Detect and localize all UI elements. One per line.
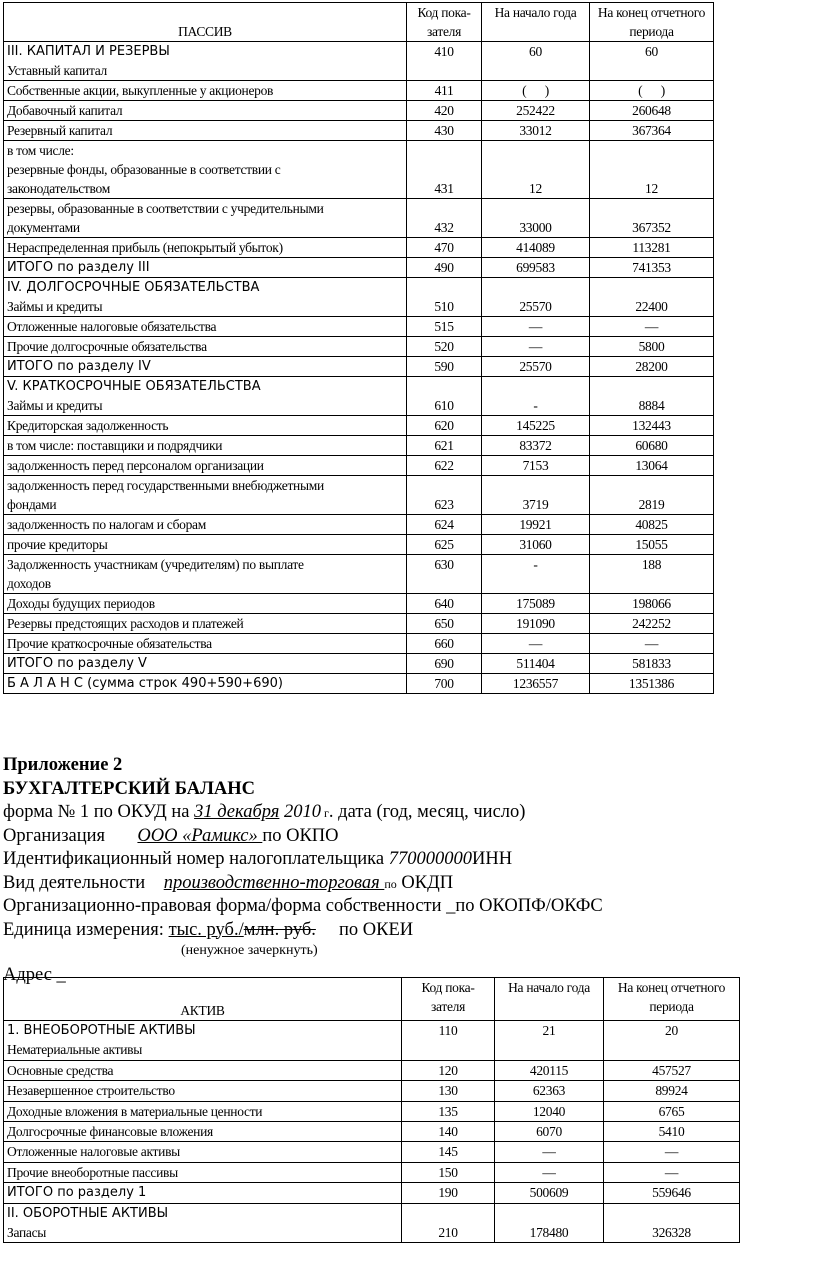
row-end-value: 113281 (590, 238, 714, 258)
row-end-value: 559646 (604, 1183, 740, 1203)
balance-sheet-title: БУХГАЛТЕРСКИЙ БАЛАНС (3, 778, 256, 799)
table-row (4, 317, 714, 337)
row-end-value: 8884 (590, 377, 714, 416)
liabilities-header-code: Код пока-зателя (407, 3, 482, 42)
row-start-value: 145225 (482, 416, 590, 436)
row-end-value: — (604, 1162, 740, 1182)
row-end-value: 132443 (590, 416, 714, 436)
form-prefix: форма № 1 по ОКУД на (3, 802, 195, 822)
row-label (4, 278, 407, 317)
row-label-line: Кредиторская задолженность (7, 418, 169, 433)
row-code: 490 (407, 258, 482, 278)
row-code: 620 (407, 416, 482, 436)
row-end-value: 367352 (590, 199, 714, 238)
row-label-line: задолженность перед государственными внебюджетными (7, 478, 324, 493)
row-start-value: 3719 (482, 476, 590, 515)
row-label (4, 141, 407, 199)
row-label-line: Резервы предстоящих расходов и платежей (7, 616, 244, 631)
row-label-line: Резервный капитал (7, 123, 113, 138)
row-label-line: ИТОГО по разделу V (7, 656, 147, 671)
row-label-line: Б А Л А Н С (сумма строк 490+590+690) (7, 676, 283, 691)
row-end-value: 60 (590, 42, 714, 81)
row-start-value: 25570 (482, 357, 590, 377)
row-end-value: 198066 (590, 594, 714, 614)
table-row (4, 515, 714, 535)
table-row (4, 1101, 740, 1121)
form-line (3, 802, 808, 826)
row-start-value: 62363 (495, 1081, 604, 1101)
table-row (4, 141, 714, 199)
row-label (4, 199, 407, 238)
row-start-value: 21 (495, 1021, 604, 1061)
row-code: 145 (402, 1142, 495, 1162)
row-start-value: 699583 (482, 258, 590, 278)
table-row (4, 634, 714, 654)
activity-small: по (384, 876, 397, 891)
row-start-value: 33012 (482, 121, 590, 141)
table-row (4, 1021, 740, 1061)
row-start-value: — (482, 337, 590, 357)
row-label (4, 614, 407, 634)
row-start-value: 414089 (482, 238, 590, 258)
row-end-value: 13064 (590, 456, 714, 476)
form-date: 31 декабря (194, 802, 280, 822)
table-row (4, 258, 714, 278)
assets-header-row (4, 978, 740, 1021)
row-label (4, 101, 407, 121)
activity-value: производственно-торговая (163, 872, 385, 893)
activity-suffix: ОКДП (396, 872, 454, 893)
table-row (4, 1122, 740, 1142)
row-end-value: 40825 (590, 515, 714, 535)
activity-line (3, 873, 808, 897)
row-code: 520 (407, 337, 482, 357)
inn-prefix: Идентификационный номер налогоплательщика (3, 849, 389, 869)
unit-suffix: по ОКЕИ (315, 919, 414, 940)
row-start-value: ( ) (482, 81, 590, 101)
row-start-value: - (482, 377, 590, 416)
row-end-value: 15055 (590, 535, 714, 555)
row-code: 621 (407, 436, 482, 456)
row-label-line: Незавершенное строительство (7, 1083, 175, 1099)
row-label (4, 337, 407, 357)
row-label-line: Собственные акции, выкупленные у акционеров (7, 83, 274, 98)
row-label-line: IV. ДОЛГОСРОЧНЫЕ ОБЯЗАТЕЛЬСТВА (7, 280, 260, 295)
table-row (4, 81, 714, 101)
row-label-line: V. КРАТКОСРОЧНЫЕ ОБЯЗАТЕЛЬСТВА (7, 379, 261, 394)
inn-value: 770000000 (388, 849, 472, 869)
table-row (4, 674, 714, 694)
row-code: 515 (407, 317, 482, 337)
address-line: Адрес _ (3, 965, 66, 985)
row-label-line: законодательством (7, 181, 110, 196)
row-code: 430 (407, 121, 482, 141)
row-code: 110 (402, 1021, 495, 1061)
row-start-value: 7153 (482, 456, 590, 476)
row-label (4, 476, 407, 515)
liabilities-table (3, 2, 714, 694)
row-label (4, 317, 407, 337)
row-code: 510 (407, 278, 482, 317)
row-start-value: 25570 (482, 278, 590, 317)
table-row (4, 42, 714, 81)
row-code: 630 (407, 555, 482, 594)
row-label-line: Уставный капитал (7, 63, 107, 78)
row-label (4, 456, 407, 476)
liabilities-header-row (4, 3, 714, 42)
row-label (4, 594, 407, 614)
row-label-line: Нематериальные активы (7, 1042, 143, 1058)
row-label (4, 1142, 402, 1162)
row-label-line: Основные средства (7, 1062, 114, 1078)
row-label-line: Добавочный капитал (7, 103, 123, 118)
table-row (4, 121, 714, 141)
row-code: 625 (407, 535, 482, 555)
liabilities-header-name: ПАССИВ (4, 3, 407, 42)
row-end-value: 2819 (590, 476, 714, 515)
form-year: 2010 (279, 802, 321, 822)
unit-sep: / (238, 919, 244, 940)
table-row (4, 476, 714, 515)
row-start-value: - (482, 555, 590, 594)
form-suffix: . дата (год, месяц, число) (328, 802, 526, 822)
row-end-value: — (604, 1142, 740, 1162)
row-label-line: Займы и кредиты (7, 398, 103, 413)
row-code: 622 (407, 456, 482, 476)
row-end-value: 28200 (590, 357, 714, 377)
row-end-value: — (590, 634, 714, 654)
row-label (4, 1183, 402, 1203)
row-label (4, 436, 407, 456)
row-start-value: 191090 (482, 614, 590, 634)
row-code: 410 (407, 42, 482, 81)
row-code: 120 (402, 1060, 495, 1080)
form-year-suffix: г (321, 806, 329, 820)
table-row (4, 1142, 740, 1162)
org-label: Организация (3, 825, 138, 846)
row-label-line: задолженность перед персоналом организации (7, 458, 264, 473)
row-start-value: 33000 (482, 199, 590, 238)
row-code: 660 (407, 634, 482, 654)
row-code: 623 (407, 476, 482, 515)
assets-header-code: Код пока-зателя (402, 978, 495, 1021)
unit-line (3, 920, 808, 944)
assets-body (4, 1021, 740, 1243)
assets-table (3, 977, 740, 1243)
row-label (4, 1101, 402, 1121)
row-label-line: прочие кредиторы (7, 537, 108, 552)
row-label (4, 238, 407, 258)
assets-header-end: На конец отчетного периода (604, 978, 740, 1021)
table-row (4, 614, 714, 634)
liabilities-body (4, 42, 714, 694)
row-label-line: ИТОГО по разделу IV (7, 359, 151, 374)
row-code: 610 (407, 377, 482, 416)
unit-value: тыс. руб. (168, 919, 239, 940)
row-start-value: — (495, 1162, 604, 1182)
row-label (4, 121, 407, 141)
row-code: 150 (402, 1162, 495, 1182)
ownership-line: Организационно-правовая форма/форма собственности _по ОКОПФ/ОКФС (3, 896, 603, 916)
row-label-line: Нераспределенная прибыль (непокрытый убыток) (7, 240, 283, 255)
row-code: 700 (407, 674, 482, 694)
appendix-label: Приложение 2 (3, 755, 123, 775)
row-label-line: Доходы будущих периодов (7, 596, 155, 611)
row-end-value: 242252 (590, 614, 714, 634)
row-end-value: 1351386 (590, 674, 714, 694)
org-name: ООО «Рамикс» (137, 825, 263, 846)
table-row (4, 1081, 740, 1101)
row-label-line: Запасы (7, 1225, 47, 1241)
organization-line (3, 826, 808, 850)
row-label (4, 258, 407, 278)
row-start-value: 6070 (495, 1122, 604, 1142)
row-start-value: — (495, 1142, 604, 1162)
row-start-value: — (482, 317, 590, 337)
org-suffix: по ОКПО (262, 825, 339, 846)
row-label-line: ИТОГО по разделу 1 (7, 1185, 147, 1201)
row-label-line: фондами (7, 497, 57, 512)
row-label-line: II. ОБОРОТНЫЕ АКТИВЫ (7, 1205, 169, 1221)
row-start-value: 178480 (495, 1203, 604, 1243)
table-row (4, 416, 714, 436)
row-label-line: Займы и кредиты (7, 299, 103, 314)
row-code: 210 (402, 1203, 495, 1243)
row-end-value: 457527 (604, 1060, 740, 1080)
row-start-value: 420115 (495, 1060, 604, 1080)
row-start-value: 511404 (482, 654, 590, 674)
table-row (4, 594, 714, 614)
row-label-line: Доходные вложения в материальные ценности (7, 1103, 263, 1119)
unit-note: (ненужное зачеркнуть) (181, 943, 318, 958)
row-label-line: доходов (7, 576, 51, 591)
row-code: 624 (407, 515, 482, 535)
row-end-value: 581833 (590, 654, 714, 674)
row-label-line: Отложенные налоговые активы (7, 1144, 180, 1160)
row-code: 411 (407, 81, 482, 101)
row-code: 650 (407, 614, 482, 634)
row-code: 140 (402, 1122, 495, 1142)
inn-line (3, 849, 808, 873)
row-label-line: в том числе: (7, 143, 74, 158)
row-label-line: III. КАПИТАЛ И РЕЗЕРВЫ (7, 44, 170, 59)
row-label-line: Задолженность участникам (учредителям) по выплате (7, 557, 304, 572)
row-label-line: Прочие внеоборотные пассивы (7, 1164, 178, 1180)
row-code: 432 (407, 199, 482, 238)
row-label-line: Прочие краткосрочные обязательства (7, 636, 212, 651)
appendix-block (3, 755, 808, 989)
row-label-line: резервы, образованные в соответствии с учредительными (7, 201, 324, 216)
row-code: 690 (407, 654, 482, 674)
table-row (4, 654, 714, 674)
assets-header-name: АКТИВ (4, 978, 402, 1021)
row-label (4, 357, 407, 377)
row-label-line: ИТОГО по разделу III (7, 260, 150, 275)
table-row (4, 1183, 740, 1203)
row-label (4, 377, 407, 416)
row-start-value: 19921 (482, 515, 590, 535)
row-start-value: 83372 (482, 436, 590, 456)
row-label (4, 1122, 402, 1142)
table-row (4, 535, 714, 555)
row-end-value: 367364 (590, 121, 714, 141)
row-label (4, 1081, 402, 1101)
row-start-value: 12 (482, 141, 590, 199)
unit-struck: млн. руб. (243, 919, 316, 940)
row-end-value: 6765 (604, 1101, 740, 1121)
row-start-value: 60 (482, 42, 590, 81)
row-label-line: 1. ВНЕОБОРОТНЫЕ АКТИВЫ (7, 1023, 196, 1038)
table-row (4, 1060, 740, 1080)
row-label (4, 81, 407, 101)
row-end-value: 20 (604, 1021, 740, 1061)
row-end-value: ( ) (590, 81, 714, 101)
row-code: 130 (402, 1081, 495, 1101)
row-end-value: 5410 (604, 1122, 740, 1142)
row-label-line: Долгосрочные финансовые вложения (7, 1124, 213, 1140)
row-end-value: 22400 (590, 278, 714, 317)
row-start-value: — (482, 634, 590, 654)
table-row (4, 1203, 740, 1243)
row-label (4, 674, 407, 694)
row-start-value: 175089 (482, 594, 590, 614)
row-label-line: резервные фонды, образованные в соответствии с (7, 162, 281, 177)
row-code: 431 (407, 141, 482, 199)
row-code: 590 (407, 357, 482, 377)
row-label-line: документами (7, 220, 80, 235)
inn-suffix: ИНН (471, 849, 513, 869)
row-label (4, 1203, 402, 1243)
row-end-value: 5800 (590, 337, 714, 357)
row-start-value: 12040 (495, 1101, 604, 1121)
row-end-value: — (590, 317, 714, 337)
row-label (4, 1162, 402, 1182)
row-label (4, 654, 407, 674)
row-end-value: 260648 (590, 101, 714, 121)
liabilities-header-end: На конец отчетного периода (590, 3, 714, 42)
row-code: 135 (402, 1101, 495, 1121)
row-label (4, 515, 407, 535)
row-code: 190 (402, 1183, 495, 1203)
activity-label: Вид деятельности (3, 872, 164, 893)
row-start-value: 500609 (495, 1183, 604, 1203)
row-label (4, 1060, 402, 1080)
row-label (4, 555, 407, 594)
row-code: 420 (407, 101, 482, 121)
row-end-value: 12 (590, 141, 714, 199)
row-end-value: 89924 (604, 1081, 740, 1101)
row-end-value: 326328 (604, 1203, 740, 1243)
liabilities-header-start: На начало года (482, 3, 590, 42)
row-label (4, 1021, 402, 1061)
table-row (4, 377, 714, 416)
row-label-line: Прочие долгосрочные обязательства (7, 339, 207, 354)
row-start-value: 1236557 (482, 674, 590, 694)
row-label-line: Отложенные налоговые обязательства (7, 319, 217, 334)
table-row (4, 456, 714, 476)
row-code: 470 (407, 238, 482, 258)
table-row (4, 101, 714, 121)
row-label (4, 42, 407, 81)
row-start-value: 252422 (482, 101, 590, 121)
table-row (4, 1162, 740, 1182)
row-end-value: 60680 (590, 436, 714, 456)
row-end-value: 741353 (590, 258, 714, 278)
table-row (4, 199, 714, 238)
unit-label: Единица измерения: (3, 919, 169, 940)
row-code: 640 (407, 594, 482, 614)
table-row (4, 357, 714, 377)
table-row (4, 436, 714, 456)
assets-header-start: На начало года (495, 978, 604, 1021)
row-label-line: задолженность по налогам и сборам (7, 517, 206, 532)
row-label (4, 535, 407, 555)
table-row (4, 555, 714, 594)
table-row (4, 337, 714, 357)
table-row (4, 278, 714, 317)
row-start-value: 31060 (482, 535, 590, 555)
row-label (4, 634, 407, 654)
table-row (4, 238, 714, 258)
row-label (4, 416, 407, 436)
row-end-value: 188 (590, 555, 714, 594)
row-label-line: в том числе: поставщики и подрядчики (7, 438, 223, 453)
